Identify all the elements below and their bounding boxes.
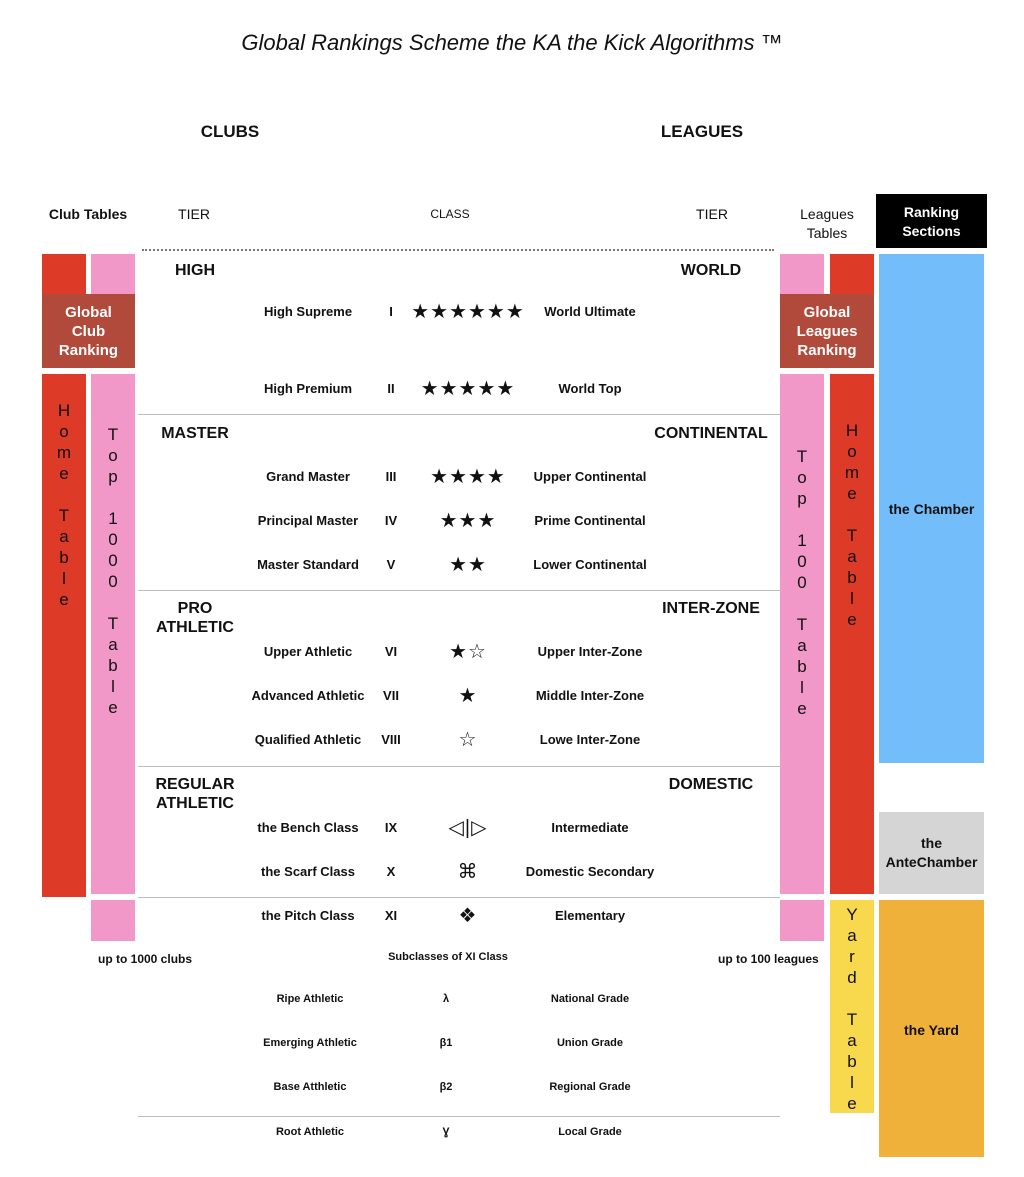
- global-club-ranking-box: [42, 294, 135, 368]
- subclass-club-name: Ripe Athletic: [276, 993, 344, 1005]
- class-symbol: ☆: [458, 729, 478, 751]
- league-class-name: World Ultimate: [544, 304, 636, 319]
- top-1000-table-bar: [91, 374, 135, 894]
- class-numeral: XI: [384, 908, 398, 923]
- tier-pro-athletic: PRO ATHLETIC: [156, 600, 234, 636]
- club-class-name: Principal Master: [257, 513, 359, 528]
- league-class-name: Lower Continental: [533, 557, 647, 572]
- class-numeral: V: [386, 557, 396, 572]
- subclass-club-name: Emerging Athletic: [263, 1037, 357, 1049]
- diagram-title: Global Rankings Scheme the KA the Kick Algorithms ™: [241, 30, 783, 55]
- subclass-club-name: Base Atthletic: [273, 1081, 347, 1093]
- up-to-100-label: up to 100 leagues: [718, 952, 819, 966]
- home-table-label: H o m e T a b l e: [56, 401, 72, 609]
- top-1000-table-label: T o p 1 0 0 0 T a b l e: [107, 425, 119, 717]
- class-symbol: ★☆: [449, 641, 487, 663]
- subclass-league-name: Local Grade: [558, 1126, 622, 1138]
- ranking-sections-header: Ranking Sections: [876, 194, 987, 248]
- subclass-symbol: β2: [439, 1081, 453, 1093]
- league-class-name: Domestic Secondary: [525, 864, 655, 879]
- yard-label: the Yard: [904, 1022, 959, 1038]
- subclass-league-name: National Grade: [550, 993, 630, 1005]
- club-class-name: Qualified Athletic: [254, 732, 362, 747]
- global-leagues-ranking-box: [780, 294, 874, 368]
- tier-left-header: TIER: [178, 206, 210, 222]
- tier-divider: [138, 897, 780, 898]
- subclass-symbol: β1: [439, 1037, 453, 1049]
- top-100-top-bar: [780, 254, 824, 294]
- antechamber-section: [879, 812, 984, 894]
- tier-domestic: DOMESTIC: [668, 776, 754, 793]
- class-numeral: VIII: [381, 732, 401, 747]
- chamber-label: the Chamber: [888, 501, 975, 517]
- tier-right-header: TIER: [696, 206, 728, 222]
- home-table-right-top-bar: [830, 254, 874, 294]
- tier-master: MASTER: [161, 425, 229, 442]
- yard-table-label: Y a r d T a b l e: [846, 905, 858, 1113]
- tier-world: WORLD: [680, 262, 742, 279]
- club-class-name: Upper Athletic: [263, 644, 353, 659]
- subclasses-title: Subclasses of XI Class: [388, 951, 508, 963]
- home-table-right-label: H o m e T a b l e: [844, 421, 860, 629]
- league-class-name: Upper Continental: [533, 469, 647, 484]
- class-symbol: ❖: [458, 905, 478, 927]
- home-table-bar: [42, 374, 86, 897]
- class-numeral: VI: [384, 644, 398, 659]
- subclass-league-name: Regional Grade: [549, 1081, 631, 1093]
- tier-continental: CONTINENTAL: [654, 425, 768, 442]
- league-class-name: Lowe Inter-Zone: [539, 732, 641, 747]
- club-class-name: Advanced Athletic: [251, 688, 365, 703]
- class-numeral: II: [387, 381, 395, 396]
- header-divider: [142, 249, 774, 251]
- tier-regular-athletic: REGULAR ATHLETIC: [155, 776, 235, 812]
- subclass-league-name: Union Grade: [556, 1037, 623, 1049]
- subclass-symbol: λ: [442, 993, 450, 1005]
- class-numeral: IV: [384, 513, 398, 528]
- league-class-name: Intermediate: [551, 820, 629, 835]
- league-class-name: Middle Inter-Zone: [535, 688, 645, 703]
- home-table-top-bar: [42, 254, 86, 294]
- yard-table-bar: [830, 900, 874, 1113]
- leagues-header: LEAGUES: [660, 122, 744, 141]
- subclass-symbol: Ɣ: [442, 1126, 450, 1138]
- club-class-name: the Bench Class: [257, 820, 359, 835]
- top-100-table-label: T o p 1 0 0 T a b l e: [796, 447, 808, 718]
- tier-divider: [138, 1116, 780, 1117]
- tier-divider: [138, 414, 780, 415]
- top-1000-top-bar: [91, 254, 135, 294]
- class-numeral: IX: [384, 820, 398, 835]
- class-symbol: ★★: [449, 554, 487, 576]
- up-to-1000-label: up to 1000 clubs: [98, 952, 193, 966]
- class-symbol: ★: [458, 685, 478, 707]
- club-class-name: the Pitch Class: [261, 908, 355, 923]
- class-symbol: ★★★★★★: [411, 301, 525, 323]
- class-symbol: ★★★★: [430, 466, 506, 488]
- home-table-right-bar: [830, 374, 874, 894]
- global-club-ranking-label: Global Club Ranking: [58, 304, 119, 359]
- club-class-name: High Premium: [263, 381, 353, 396]
- league-class-name: World Top: [558, 381, 622, 396]
- class-header: CLASS: [430, 207, 470, 221]
- yard-section: [879, 900, 984, 1157]
- class-numeral: VII: [383, 688, 399, 703]
- league-class-name: Elementary: [554, 908, 626, 923]
- club-tables-header: Club Tables: [48, 206, 128, 222]
- class-symbol: ★★★★★: [420, 378, 516, 400]
- top-100-table-bar: [780, 374, 824, 894]
- club-class-name: Master Standard: [257, 557, 359, 572]
- global-leagues-ranking-label: Global Leagues Ranking: [796, 304, 858, 359]
- tier-divider: [138, 590, 780, 591]
- class-numeral: III: [385, 469, 397, 484]
- club-class-name: High Supreme: [263, 304, 353, 319]
- class-symbol: ⌘: [457, 861, 479, 883]
- subclass-club-name: Root Athletic: [275, 1126, 345, 1138]
- top-100-bottom-bar: [780, 900, 824, 941]
- league-class-name: Upper Inter-Zone: [537, 644, 643, 659]
- top-1000-bottom-bar: [91, 900, 135, 941]
- club-class-name: Grand Master: [266, 469, 350, 484]
- clubs-header: CLUBS: [200, 122, 260, 141]
- class-numeral: I: [389, 304, 393, 319]
- class-symbol: ◁|▷: [448, 817, 488, 839]
- tier-inter-zone: INTER-ZONE: [662, 600, 760, 617]
- leagues-tables-header: Leagues Tables: [800, 206, 854, 241]
- league-class-name: Prime Continental: [534, 513, 646, 528]
- class-symbol: ★★★: [439, 510, 497, 532]
- chamber-section: [879, 254, 984, 763]
- antechamber-label: the AnteChamber: [885, 835, 978, 870]
- tier-high: HIGH: [175, 262, 215, 279]
- class-numeral: X: [386, 864, 396, 879]
- club-class-name: the Scarf Class: [261, 864, 355, 879]
- tier-divider: [138, 766, 780, 767]
